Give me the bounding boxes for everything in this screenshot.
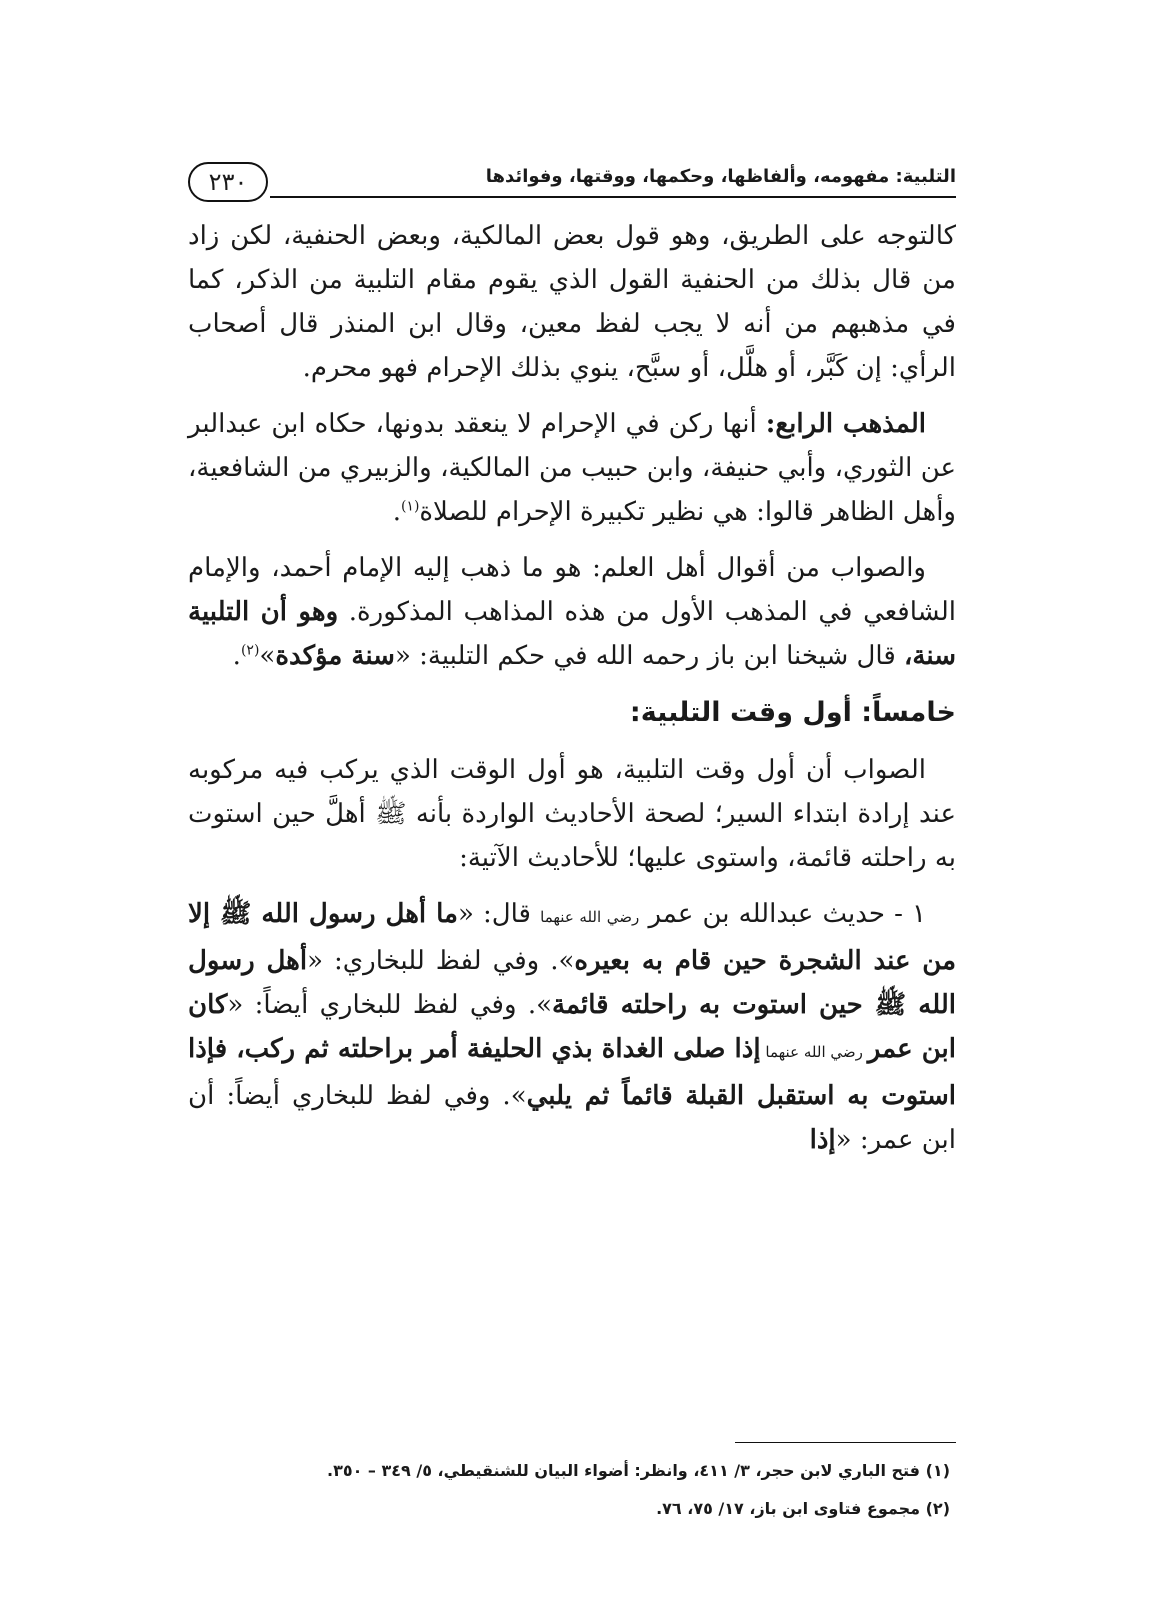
page-body — [188, 214, 956, 1174]
paragraph-5-a: ١ - حديث عبدالله بن عمر — [639, 899, 926, 929]
footnote-ref-1[interactable]: (١) — [400, 498, 420, 515]
footnote-1: (١) فتح الباري لابن حجر، ٣/ ٤١١، وانظر: أضواء البيان للشنقيطي، ٥/ ٣٤٩ – ٣٥٠. — [326, 1461, 950, 1480]
section-heading: خامساً: أول وقت التلبية: — [629, 697, 956, 728]
paragraph-3-quote: سنة مؤكدة — [275, 641, 395, 671]
honorific-2: رضي الله عنهما — [760, 1043, 868, 1061]
running-header — [188, 160, 956, 206]
paragraph-3-bold: وهو أن التلبية سنة، — [188, 597, 956, 671]
honorific-1: رضي الله عنهما — [540, 908, 640, 926]
paragraph-4: الصواب أن أول وقت التلبية، هو أول الوقت الذي يركب فيه مركوبه عند إرادة ابتداء السير؛ لصحة الأحاديث الواردة بأنه ﷺ أهلَّ حين استوت به راحلته قائمة، واستوى عليها؛ للأحاديث الآتية: — [188, 755, 956, 873]
header-rule — [270, 196, 956, 198]
footnote-2: (٢) مجموع فتاوى ابن باز، ١٧/ ٧٥، ٧٦. — [656, 1499, 950, 1518]
paragraph-2-end: . — [392, 497, 401, 527]
paragraph-5-b: قال: « — [457, 899, 541, 929]
paragraph-3-text-2: قال شيخنا ابن باز رحمه الله في حكم التلبية: « — [394, 641, 905, 671]
paragraph-3-text: والصواب من أقوال أهل العلم: هو ما ذهب إليه الإمام أحمد، والإمام الشافعي في المذهب الأول من هذه المذاهب المذكورة. — [188, 553, 957, 627]
page-number: ٢٣٠ — [188, 162, 268, 202]
paragraph-1: كالتوجه على الطريق، وهو قول بعض المالكية، وبعض الحنفية، لكن زاد من قال بذلك من الحنفية القول الذي يقوم مقام التلبية من الذكر، كما في مذهبهم من أنه لا يجب لفظ معين، وقال ابن المنذر قال أصحاب الرأي: إن كَبَّر، أو هلَّل، أو سبَّح، ينوي بذلك الإحرام فهو محرم. — [188, 221, 956, 383]
paragraph-3 — [188, 546, 956, 678]
hadith-quote-3: كان ابن عمر — [188, 990, 957, 1064]
footnote-ref-2[interactable]: (٢) — [240, 642, 260, 659]
paragraph-5 — [188, 892, 956, 1162]
hadith-quote-2: أهل رسول الله ﷺ حين استوت به راحلته قائمة — [188, 946, 956, 1020]
footnotes — [188, 1452, 956, 1528]
paragraph-5-c: ». وفي لفظ للبخاري: « — [307, 946, 575, 976]
paragraph-5-e: ». وفي لفظ للبخاري أيضاً: أن ابن عمر: « — [188, 1081, 956, 1155]
hadith-quote-4: إذا صلى الغداة بذي الحليفة أمر براحلته ثم ركب، فإذا استوت به استقبل القبلة قائماً ثم يلبي — [188, 1034, 956, 1111]
running-title: التلبية: مفهومه، وألفاظها، وحكمها، ووقتها، وفوائدها — [485, 166, 956, 187]
paragraph-2-text: أنها ركن في الإحرام لا ينعقد بدونها، حكاه ابن عبدالبر عن الثوري، وأبي حنيفة، وابن حبيب من المالكية، والزبيري من الشافعية، وأهل الظاهر قالوا: هي نظير تكبيرة الإحرام للصلاة — [188, 409, 956, 527]
paragraph-2-label: المذهب الرابع: — [765, 409, 926, 439]
paragraph-5-d: ». وفي لفظ للبخاري أيضاً: « — [227, 990, 552, 1020]
paragraph-3-end: . — [232, 641, 241, 671]
hadith-quote-5: إذا — [809, 1125, 836, 1155]
paragraph-3-close: » — [259, 641, 276, 671]
paragraph-2 — [188, 402, 956, 534]
hadith-quote-1: ما أهل رسول الله ﷺ إلا من عند الشجرة حين قام به بعيره — [188, 899, 957, 976]
footnote-rule — [735, 1442, 956, 1443]
